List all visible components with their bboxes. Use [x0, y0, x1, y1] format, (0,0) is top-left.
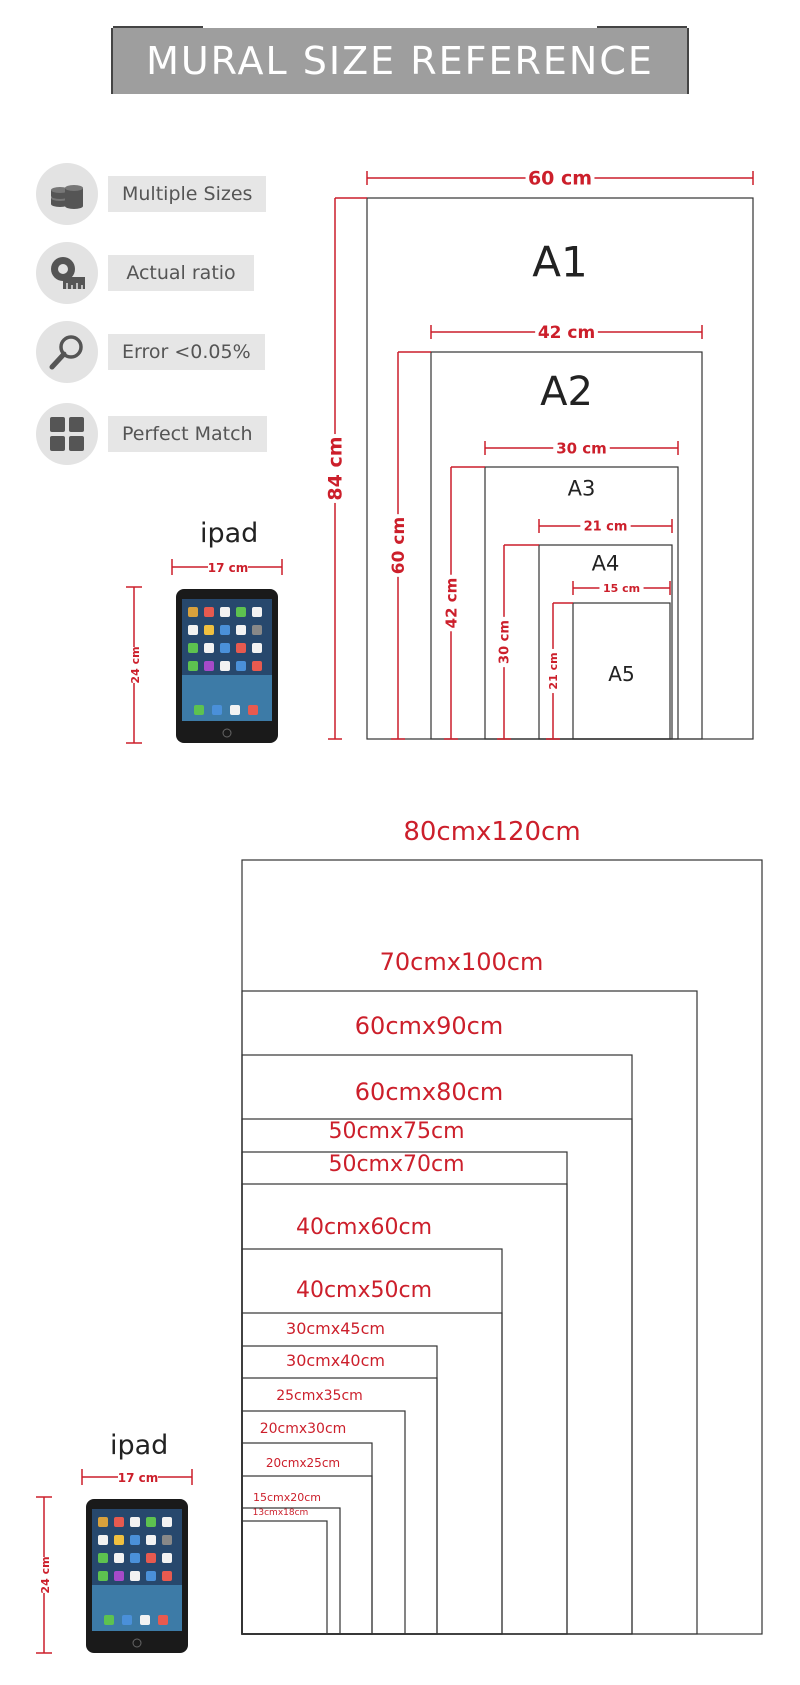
cm-size-label: 40cmx60cm [295, 1215, 433, 1240]
cm-size-label: 30cmx45cm [286, 1319, 385, 1338]
cm-size-label: 30cmx40cm [286, 1351, 385, 1370]
cm-size-box [242, 1443, 372, 1634]
cm-size-label: 20cmx30cm [259, 1421, 347, 1437]
height-label: 42 cm [442, 577, 461, 629]
height-label: 84 cm [324, 436, 347, 501]
ipad-height-label: 24 cm [39, 1556, 52, 1594]
width-label: 15 cm [602, 581, 641, 595]
width-label: 42 cm [537, 322, 596, 343]
width-label: 60 cm [527, 167, 593, 190]
a-size-name: A3 [567, 476, 596, 501]
ipad-label-2: ipad [110, 1430, 169, 1461]
cm-size-label: 40cmx50cm [295, 1278, 433, 1303]
ipad-width-label: 17 cm [207, 561, 249, 575]
a-size-name: A2 [540, 369, 593, 415]
cm-size-label: 60cmx80cm [354, 1078, 504, 1106]
cm-size-label: 25cmx35cm [276, 1388, 363, 1404]
cm-size-label: 80cmx120cm [403, 817, 581, 847]
cm-size-box [242, 1508, 340, 1634]
cm-size-box [242, 1521, 327, 1634]
feature-label: Actual ratio [108, 255, 254, 291]
a-size-name: A5 [608, 662, 635, 686]
cm-size-label: 50cmx70cm [328, 1152, 465, 1177]
height-label: 21 cm [546, 652, 560, 690]
cm-size-label: 13cmx18cm [252, 1508, 309, 1518]
ipad-diagram-2 [30, 1465, 200, 1665]
cm-size-label: 20cmx25cm [265, 1456, 341, 1470]
cm-size-label: 50cmx75cm [328, 1119, 465, 1144]
cm-size-label: 15cmx20cm [252, 1491, 322, 1504]
height-label: 60 cm [388, 516, 409, 575]
height-label: 30 cm [497, 620, 513, 664]
feature-label: Multiple Sizes [108, 176, 266, 212]
feature-label: Perfect Match [108, 416, 267, 452]
feature-label: Error <0.05% [108, 334, 265, 370]
width-label: 30 cm [556, 439, 607, 458]
cm-size-label: 60cmx90cm [354, 1012, 504, 1040]
page-title: MURAL SIZE REFERENCE [111, 28, 689, 94]
ipad-height-label: 24 cm [129, 646, 142, 684]
a-size-name: A4 [591, 551, 620, 576]
a-size-name: A1 [532, 237, 588, 287]
ipad-width-label: 17 cm [117, 1471, 159, 1485]
cm-size-box [242, 1411, 405, 1634]
cm-size-label: 70cmx100cm [379, 948, 544, 976]
width-label: 21 cm [583, 519, 628, 535]
ipad-label: ipad [200, 518, 259, 549]
